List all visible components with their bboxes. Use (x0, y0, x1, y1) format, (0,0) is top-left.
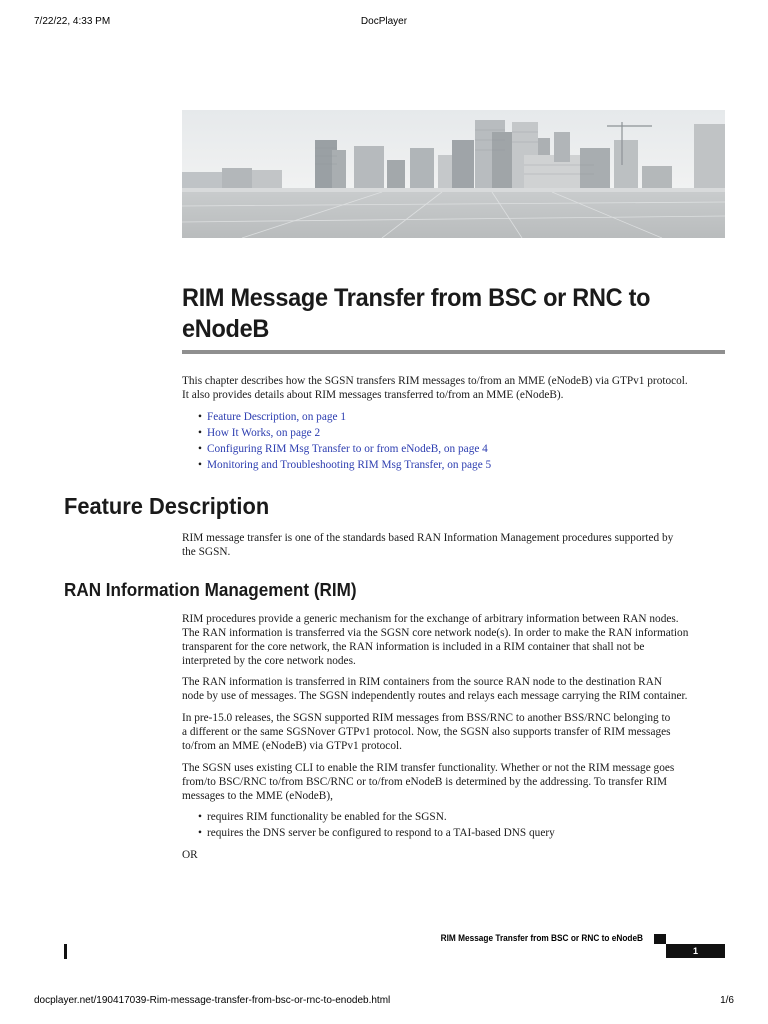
rim-p1-line: The RAN information is transferred via the SGSN core network node(s). In order to make the RAN information (182, 627, 689, 639)
print-page-count: 1/6 (720, 995, 734, 1006)
city-skyline-banner-image (182, 110, 725, 238)
toc-link-how-it-works[interactable]: How It Works, on page 2 (207, 427, 321, 439)
rim-p1-line: RIM procedures provide a generic mechanism for the exchange of arbitrary information between RAN nodes. (182, 613, 679, 625)
print-site-name: DocPlayer (360, 16, 408, 27)
print-datetime: 7/22/22, 4:33 PM (34, 16, 111, 27)
rim-requirements-list (198, 809, 555, 841)
feature-paragraph-line1: RIM message transfer is one of the standards based RAN Information Management procedures supported by (182, 532, 674, 544)
rim-paragraph-1 (182, 612, 727, 668)
chapter-intro (182, 374, 727, 402)
rim-p2-line: node by use of messages. The SGSN independently routes and relays each message carrying the RIM container. (182, 690, 688, 702)
toc-link-monitoring-troubleshooting[interactable]: Monitoring and Troubleshooting RIM Msg Transfer, on page 5 (207, 459, 492, 471)
rim-p4-line: from/to BSC/RNC to/from BSC/RNC or to/from eNodeB is determined by the addressing. To transfer RIM (182, 776, 668, 788)
bullet-icon: • (198, 811, 202, 823)
rim-p3-line: In pre-15.0 releases, the SGSN supported RIM messages from BSS/RNC to another BSS/RNC belonging to (182, 712, 671, 724)
rim-p2-line: The RAN information is transferred in RIM containers from the source RAN node to the destination RAN (182, 676, 663, 688)
bullet-icon: • (198, 827, 202, 839)
chapter-title-line1: RIM Message Transfer from BSC or RNC to (182, 284, 651, 312)
toc-item (198, 425, 491, 441)
rim-p3-line: a different or the same SGSNover GTPv1 protocol. Now, the SGSN also supports transfer of RIM messages (182, 726, 671, 738)
or-text: OR (182, 849, 198, 861)
print-footer (34, 995, 734, 1009)
footer-decoration (654, 934, 666, 944)
print-url: docplayer.net/190417039-Rim-message-transfer-from-bsc-or-rnc-to-enodeb.html (34, 995, 391, 1006)
toc-item (198, 409, 491, 425)
rim-paragraph-2 (182, 675, 727, 703)
bullet-icon: • (198, 443, 202, 455)
chapter-toc (198, 409, 491, 473)
rim-p4-line: messages to the MME (eNodeB), (182, 790, 333, 802)
toc-link-configuring-rim[interactable]: Configuring RIM Msg Transfer to or from eNodeB, on page 4 (207, 443, 488, 455)
rim-p1-line: transparent for the core network, the RAN information is included in a RIM container that shall not be (182, 641, 645, 653)
requirement-text: requires the DNS server be configured to respond to a TAI-based DNS query (207, 827, 555, 839)
rim-p4-line: The SGSN uses existing CLI to enable the RIM transfer functionality. Whether or not the RIM message goes (182, 762, 675, 774)
requirement-text: requires RIM functionality be enabled for the SGSN. (207, 811, 447, 823)
bullet-icon: • (198, 427, 202, 439)
feature-description-paragraph (182, 531, 727, 559)
rim-heading: RAN Information Management (RIM) (64, 580, 357, 600)
chapter-intro-line1: This chapter describes how the SGSN transfers RIM messages to/from an MME (eNodeB) via GTPv1 protocol. (182, 375, 688, 387)
toc-link-feature-description[interactable]: Feature Description, on page 1 (207, 411, 346, 423)
footer-left-marker (64, 944, 67, 959)
page-number: 1 (666, 944, 725, 958)
feature-paragraph-line2: the SGSN. (182, 546, 231, 558)
toc-item (198, 457, 491, 473)
bullet-icon: • (198, 459, 202, 471)
list-item (198, 825, 555, 841)
bullet-icon: • (198, 411, 202, 423)
feature-description-heading: Feature Description (64, 493, 270, 519)
chapter-intro-line2: It also provides details about RIM messages transferred to/from an MME (eNodeB). (182, 389, 564, 401)
running-footer-title: RIM Message Transfer from BSC or RNC to eNodeB (440, 933, 643, 943)
title-divider (182, 350, 725, 354)
toc-item (198, 441, 491, 457)
print-header (34, 16, 734, 30)
rim-p3-line: to/from an MME (eNodeB) via GTPv1 protocol. (182, 740, 402, 752)
rim-paragraph-3 (182, 711, 727, 753)
rim-p1-line: interpreted by the core network nodes. (182, 655, 356, 667)
rim-paragraph-4 (182, 761, 727, 803)
chapter-title (182, 283, 694, 345)
list-item (198, 809, 555, 825)
chapter-title-line2: eNodeB (182, 315, 270, 343)
